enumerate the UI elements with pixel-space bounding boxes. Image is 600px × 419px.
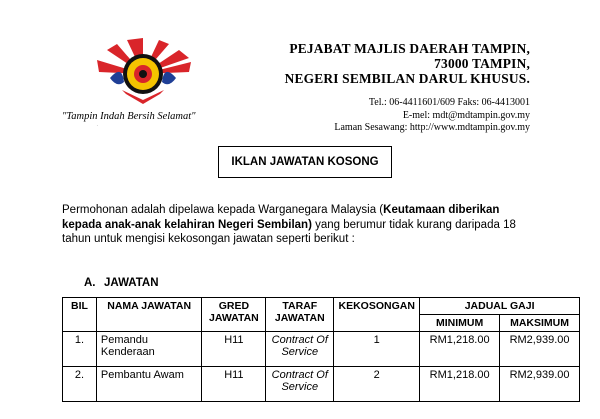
header-minimum: MINIMUM xyxy=(420,315,500,332)
section-number: A. xyxy=(84,277,96,289)
intro-paragraph xyxy=(62,203,534,247)
page-title: IKLAN JAWATAN KOSONG xyxy=(218,146,392,178)
cell-kekosongan: 1 xyxy=(334,332,420,367)
org-line-2: 73000 TAMPIN, xyxy=(434,56,530,71)
cell-kekosongan: 2 xyxy=(334,367,420,402)
cell-bil: 2. xyxy=(63,367,97,402)
org-web: Laman Sesawang: http://www.mdtampin.gov.my xyxy=(334,122,530,133)
cell-gred: H11 xyxy=(202,367,266,402)
cell-bil: 1. xyxy=(63,332,97,367)
org-line-1: PEJABAT MAJLIS DAERAH TAMPIN, xyxy=(289,41,530,56)
cell-maksimum: RM2,939.00 xyxy=(500,367,580,402)
org-line-3: NEGERI SEMBILAN DARUL KHUSUS. xyxy=(284,71,530,86)
header-nama-jawatan: NAMA JAWATAN xyxy=(96,298,202,332)
cell-gred: H11 xyxy=(202,332,266,367)
cell-maksimum: RM2,939.00 xyxy=(500,332,580,367)
header-taraf-jawatan: TARAF JAWATAN xyxy=(266,298,334,332)
cell-taraf: Contract Of Service xyxy=(266,332,334,367)
cell-nama-jawatan: Pembantu Awam xyxy=(96,367,202,402)
header-gred-jawatan: GRED JAWATAN xyxy=(202,298,266,332)
header-bil: BIL xyxy=(63,298,97,332)
org-address-block xyxy=(285,41,530,135)
cell-nama-jawatan: Pemandu Kenderaan xyxy=(96,332,202,367)
section-title: JAWATAN xyxy=(104,277,159,289)
motto: "Tampin Indah Bersih Selamat" xyxy=(62,111,196,122)
jobs-table xyxy=(62,297,580,402)
org-tel: Tel.: 06-4411601/609 Faks: 06-4413001 xyxy=(368,97,530,108)
intro-part-2: yang berumur tidak kurang daripada 18 tahun untuk mengisi kekosongan jawatan seperti berikut : xyxy=(62,218,516,245)
cell-minimum: RM1,218.00 xyxy=(420,367,500,402)
cell-minimum: RM1,218.00 xyxy=(420,332,500,367)
header-maksimum: MAKSIMUM xyxy=(500,315,580,332)
intro-bold: Keutamaan diberikan kepada anak-anak kelahiran Negeri Sembilan) xyxy=(62,204,500,231)
logo-text xyxy=(93,124,193,126)
svg-text:MAJLIS DAERAH TAMPIN xyxy=(93,124,193,126)
table-row xyxy=(63,367,580,402)
cell-taraf: Contract Of Service xyxy=(266,367,334,402)
org-email: E-mel: mdt@mdtampin.gov.my xyxy=(402,109,530,121)
header-jadual-gaji: JADUAL GAJI xyxy=(420,298,580,315)
table-row xyxy=(63,332,580,367)
header-kekosongan: KEKOSONGAN xyxy=(334,298,420,332)
section-heading xyxy=(84,277,159,289)
intro-part-1: Permohonan adalah dipelawa kepada Warganegara Malaysia ( xyxy=(62,204,384,216)
